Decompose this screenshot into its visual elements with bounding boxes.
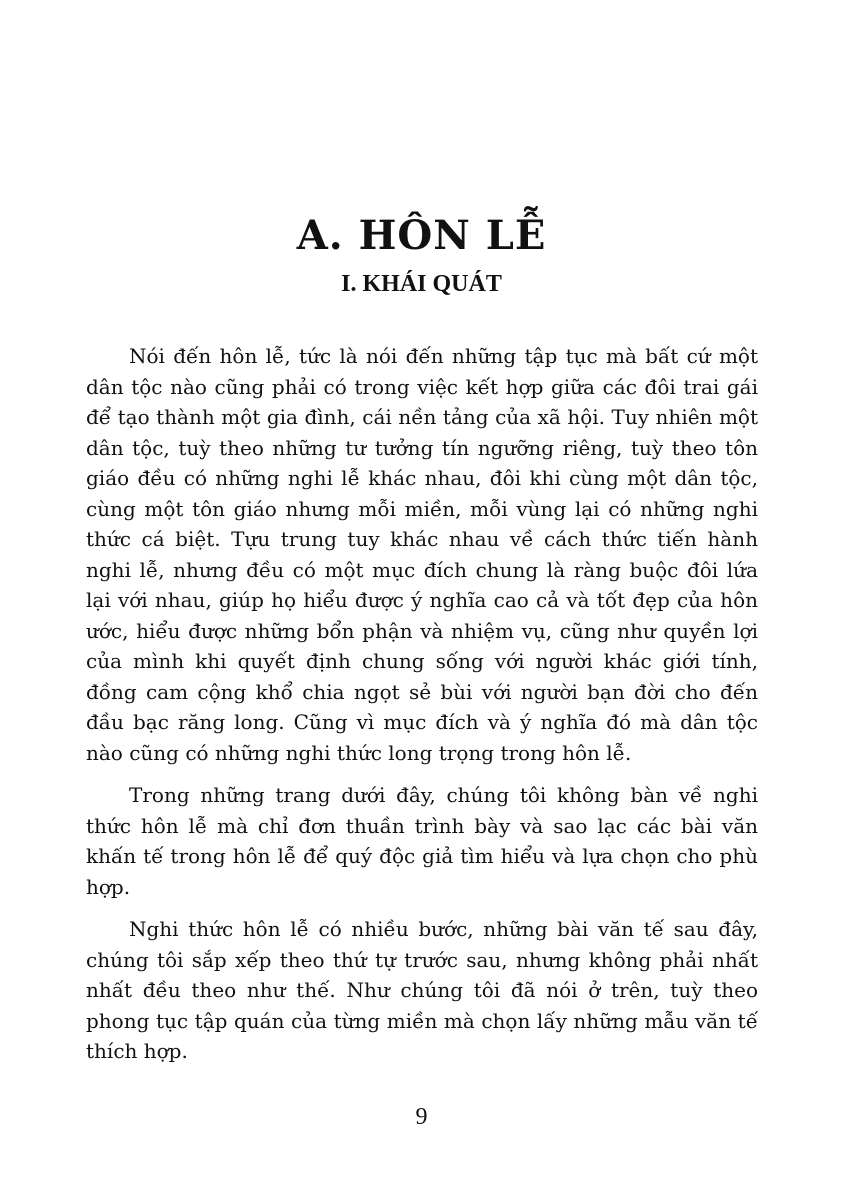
chapter-title: A. HÔN LỄ — [296, 212, 547, 259]
section-heading: I. KHÁI QUÁT — [341, 271, 502, 297]
paragraph-1: Nói đến hôn lễ, tức là nói đến những tập tục mà bất cứ một dân tộc nào cũng phải có trong việc kết hợp giữa các đôi trai gái để tạo thành một gia đình, cái nền tảng của xã hội. Tuy nhiên một dân tộc, tuỳ theo những tư tưởng tín ngưỡng riêng, tuỳ theo tôn giáo đều có những nghi lễ khác nhau, đôi khi cùng một dân tộc, cùng một tôn giáo nhưng mỗi miền, mỗi vùng lại có những nghi thức cá biệt. Tựu trung tuy khác nhau về cách thức tiến hành nghi lễ, nhưng đều có một mục đích chung là ràng buộc đôi lứa lại với nhau, giúp họ hiểu được ý nghĩa cao cả và tốt đẹp của hôn ước, hiểu được những bổn phận và nhiệm vụ, cũng như quyền lợi của mình khi quyết định chung sống với người khác giới tính, đồng cam cộng khổ chia ngọt sẻ bùi với người bạn đời cho đến đầu bạc răng long. Cũng vì mục đích và ý nghĩa đó mà dân tộc nào cũng có những nghi thức long trọng trong hôn lễ. — [86, 344, 758, 765]
paragraph-2: Trong những trang dưới đây, chúng tôi không bàn về nghi thức hôn lễ mà chỉ đơn thuần trình bày và sao lạc các bài văn khấn tế trong hôn lễ để quý độc giả tìm hiểu và lựa chọn cho phù hợp. — [86, 783, 758, 899]
page-number: 9 — [415, 1104, 428, 1130]
body-text — [86, 341, 758, 1079]
paragraph-3: Nghi thức hôn lễ có nhiều bước, những bài văn tế sau đây, chúng tôi sắp xếp theo thứ tự trước sau, nhưng không phải nhất nhất đều theo như thế. Như chúng tôi đã nói ở trên, tuỳ theo phong tục tập quán của từng miền mà chọn lấy những mẫu văn tế thích hợp. — [86, 917, 758, 1063]
